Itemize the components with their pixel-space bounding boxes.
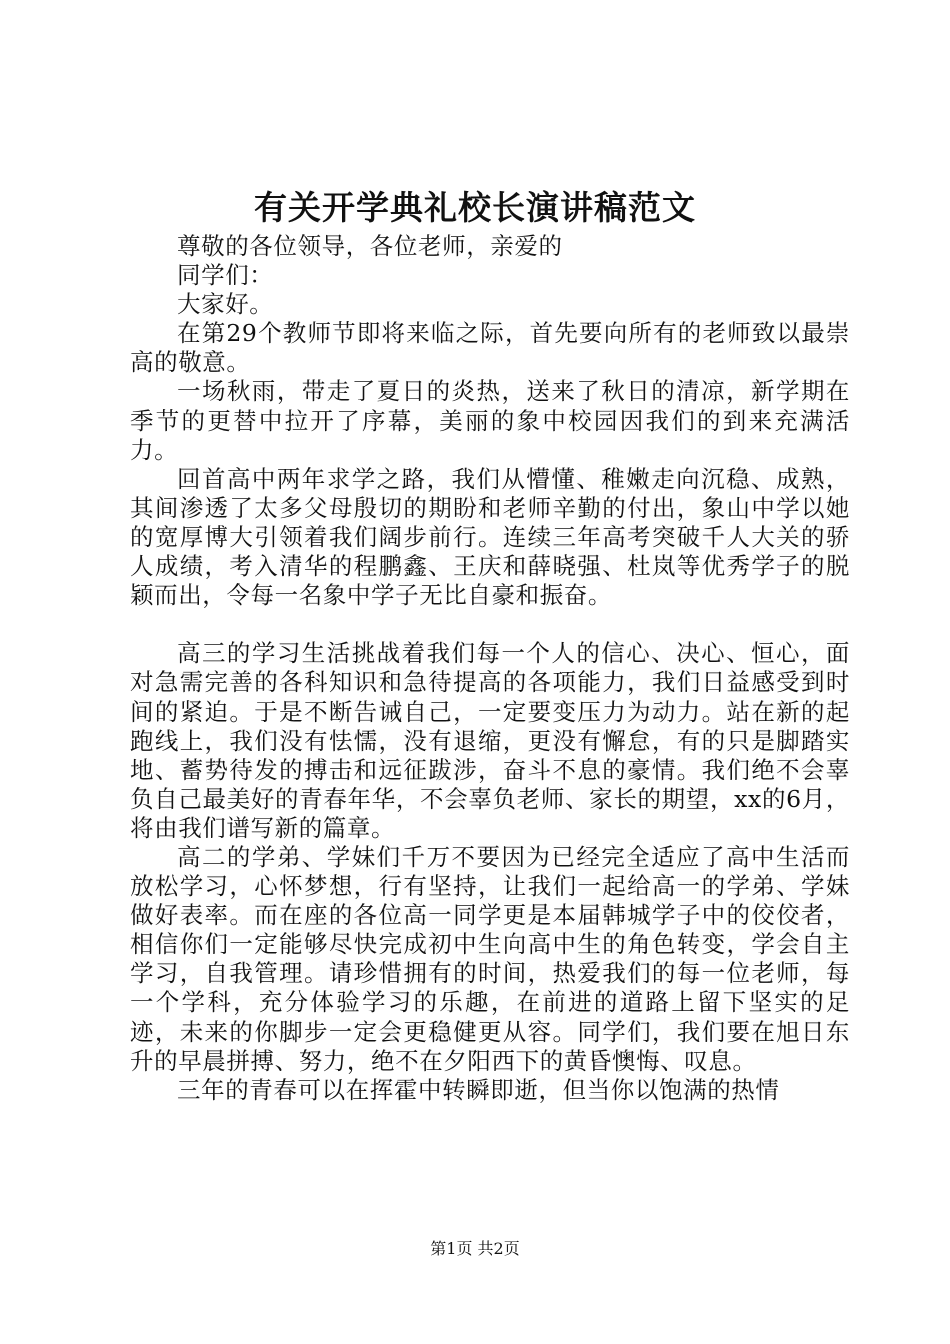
paragraph: 高三的学习生活挑战着我们每一个人的信心、决心、恒心，面对急需完善的各科知识和急待提高的各项能力，我们日益感受到时间的紧迫。于是不断告诫自己，一定要变压力为动力。站在新的起跑线上，我们没有怯懦，没有退缩，更没有懈怠，有的只是脚踏实地、蓄势待发的搏击和远征跋涉，奋斗不息的豪情。我们绝不会辜负自己最美好的青春年华，不会辜负老师、家长的期望，xx的6月，将由我们谱写新的篇章。: [130, 639, 850, 842]
paragraph: 回首高中两年求学之路，我们从懵懂、稚嫩走向沉稳、成熟，其间渗透了太多父母殷切的期盼和老师辛勤的付出，象山中学以她的宽厚博大引领着我们阔步前行。连续三年高考突破千人大关的骄人成绩，考入清华的程鹏鑫、王庆和薛晓强、杜岚等优秀学子的脱颖而出，令每一名象中学子无比自豪和振奋。: [130, 464, 850, 610]
paragraph: 三年的青春可以在挥霍中转瞬即逝，但当你以饱满的热情: [177, 1075, 780, 1104]
paragraph: 在第29个教师节即将来临之际，首先要向所有的老师致以最崇高的敬意。: [130, 319, 850, 377]
page-number-footer: 第1页 共2页: [430, 1239, 520, 1258]
paragraph: 一场秋雨，带走了夏日的炎热，送来了秋日的清凉，新学期在季节的更替中拉开了序幕，美丽的象中校园因我们的到来充满活力。: [130, 377, 850, 464]
paragraph: 高二的学弟、学妹们千万不要因为已经完全适应了高中生活而放松学习，心怀梦想，行有坚持，让我们一起给高一的学弟、学妹做好表率。而在座的各位高一同学更是本届韩城学子中的佼佼者，相信你们一定能够尽快完成初中生向高中生的角色转变，学会自主学习，自我管理。请珍惜拥有的时间，热爱我们的每一位老师，每一个学科，充分体验学习的乐趣，在前进的道路上留下坚实的足迹，未来的你脚步一定会更稳健更从容。同学们，我们要在旭日东升的早晨拼搏、努力，绝不在夕阳西下的黄昏懊悔、叹息。: [130, 842, 850, 1075]
document-body: [130, 232, 850, 1105]
salutation-line-1: 尊敬的各位领导，各位老师，亲爱的: [177, 232, 563, 260]
salutation-line-2: 同学们：: [177, 261, 274, 290]
document-title: 有关开学典礼校长演讲稿范文: [254, 188, 696, 227]
greeting: 大家好。: [177, 290, 274, 319]
